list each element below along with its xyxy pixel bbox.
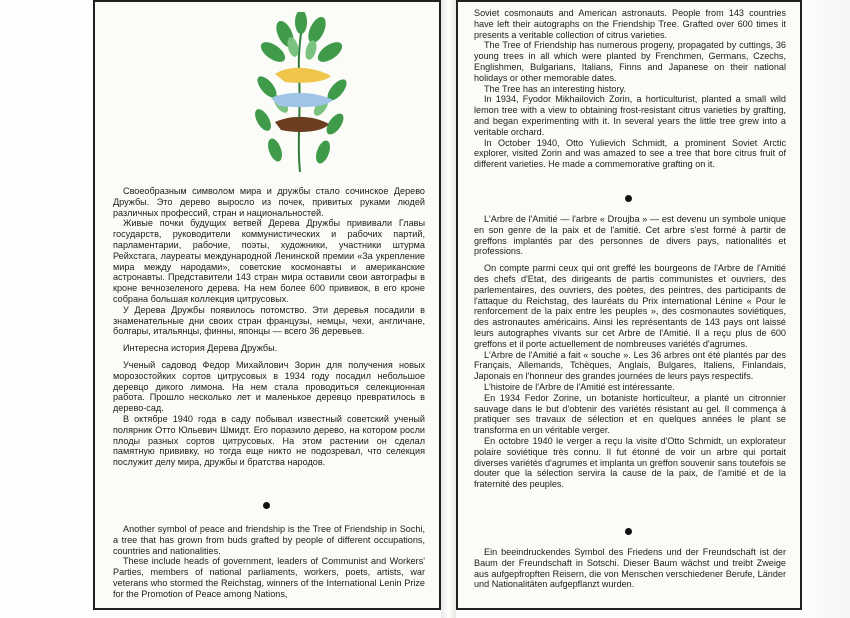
paragraph: Интересна история Дерева Дружбы. bbox=[123, 343, 278, 354]
paragraph: У Дерева Дружбы появилось потомство. Эти деревья посадили в знаменательные дни своих стран французы, немцы, чехи, англичане, болгары, итальянцы, финны, японцы — всего 36 деревьев. bbox=[113, 304, 425, 337]
paragraph: Soviet cosmonauts and American astronauts. People from 143 countries have left their autographs on the Friendship Tree. Grafted over 600 times it presents a veritable collection of citrus varieties. bbox=[474, 8, 786, 40]
russian-text bbox=[113, 186, 425, 468]
section-bullet bbox=[625, 195, 632, 202]
paragraph: Своеобразным символом мира и дружбы стало сочинское Дерево Дружбы. Это дерево выросло из почек, привитых руками людей различных профессий, стран и национальностей. bbox=[113, 186, 425, 218]
german-text bbox=[474, 547, 786, 590]
english-text-continued bbox=[474, 8, 786, 170]
paragraph: En 1934 Fedor Zorine, un botaniste horticulteur, a planté un citronnier sauvage dans le but d'obtenir des variétés résistant au gel. Il commença à pratiquer ses travaux de sélection et en quelques années le plant se transforma en un véritable verger. bbox=[474, 392, 786, 436]
paragraph: These include heads of government, leaders of Communist and Workers' Parties, members of national parliaments, workers, poets, artists, war veterans who stormed the Reichstag, winners of the International Lenin Prize for the Promotion of Peace among Nations, bbox=[113, 556, 425, 599]
paragraph: In 1934, Fyodor Mikhailovich Zorin, a horticulturist, planted a small wild lemon tree with a view to obtaining frost-resistant citrus varieties by grafting, and began experimenting with it. In several years the little tree grew into a veritable orchard. bbox=[474, 94, 786, 137]
paragraph: L'Arbre de l'Amitié — l'arbre « Droujba » — est devenu un symbole unique en son genre de la paix et de l'amitié. Cet arbre s'est formé à partir de greffons implantés par des personnes de divers pays, nationalités et professions. bbox=[474, 214, 786, 257]
section-bullet bbox=[263, 502, 270, 509]
left-page bbox=[93, 0, 441, 610]
french-text bbox=[474, 214, 786, 490]
paragraph: On compte parmi ceux qui ont greffé les bourgeons de l'Arbre de l'Amitié des chefs d'Etat, des dirigeants de partis communistes et ouvriers, des parlementaires, des ouvriers, des poètes, des peintres, des participants de l'attaque du Reichstag, des lauréats du Prix international Lénine « Pour le renforcement de la paix entre les peuples », des cosmonautes soviétiques, des astronautes américains. Ainsi les représentants de 143 pays ont laissé leurs autographes vivants sur cet Arbre de l'Amitié. Il a reçu plus de 600 greffons et il porte actuellement de nombreuses variétés d'agrumes. bbox=[474, 263, 786, 349]
paragraph: En octobre 1940 le verger a reçu la visite d'Otto Schmidt, un explorateur polaire soviétique très connu. Il fut étonné de voir un arbre qui portait diverses variétés d'agrumes et implanta un greffon souvenir sans toutefois se douter que la sélection servira la cause de la paix, de l'amitié et de la fraternité des peuples. bbox=[474, 435, 786, 490]
section-bullet bbox=[625, 528, 632, 535]
paragraph: Ученый садовод Федор Михайлович Зорин для получения новых морозостойких сортов цитрусовых в 1934 году посадил небольшое деревцо дикого лимона. На нем стала проводиться селекционная работа. Прошло несколько лет и маленькое деревцо превратилось в дерево-сад. bbox=[113, 359, 425, 414]
english-text-start bbox=[113, 524, 425, 600]
yellow-hand-icon bbox=[275, 68, 331, 83]
paragraph: L'Arbre de l'Amitié a fait « souche ». Les 36 arbres ont été plantés par des Français, Allemands, Tchèques, Anglais, Bulgares, Italiens, Finlandais, Japonais en l'honneur des grandes journées de leurs pays respectifs. bbox=[474, 349, 786, 382]
paragraph: Живые почки будущих ветвей Дерева Дружбы прививали Главы государств, руководители коммунистических и рабочих партий, парламентарии, рабочие, поэты, художники, участники штурма Рейхстага, лауреаты международной Ленинской премии «За укрепление мира между народами», советские космонавты и американские астронавты. Представители 143 стран мира оставили свои автографы в кроне вечнозеленого дерева. На нем более 600 прививок, в его кроне собрана большая коллекция цитрусовых. bbox=[113, 218, 425, 304]
paragraph: In October 1940, Otto Yulievich Schmidt, a prominent Soviet Arctic explorer, visited Zorin and was amazed to see a tree that bore citrus fruit of different varieties. He made a commemorative grafting on it. bbox=[474, 137, 786, 170]
paragraph: L'histoire de l'Arbre de l'Amitié est intéressante. bbox=[484, 381, 675, 392]
paragraph: В октябре 1940 года в саду побывал известный советский ученый полярник Отто Юльевич Шмидт. Его поразило дерево, на котором росли плоды разных сортов цитрусовых. На этом растении он сделал памятную прививку, но тогда еще никто не подозревал, что селекция послужит делу мира, дружбы и братства народов. bbox=[113, 413, 425, 468]
friendship-tree-illustration bbox=[245, 12, 355, 177]
page-gutter bbox=[441, 0, 456, 618]
right-page bbox=[456, 0, 802, 610]
paragraph: The Tree has an interesting history. bbox=[484, 83, 626, 94]
brown-hand-icon bbox=[275, 117, 329, 132]
paragraph: The Tree of Friendship has numerous progeny, propagated by cuttings, 36 young trees in all which were planted by Frenchmen, Germans, Czechs, Englishmen, Bulgarians, Italians, Finns and Japanese on their national holidays or other memorable dates. bbox=[474, 40, 786, 83]
background-edge bbox=[800, 0, 850, 618]
paragraph: Another symbol of peace and friendship is the Tree of Friendship in Sochi, a tree that has grown from buds grafted by people of different occupations, countries and nationalities. bbox=[113, 524, 425, 556]
paragraph: Ein beeindruckendes Symbol des Friedens und der Freundschaft ist der Baum der Freundschaft in Sotschi. Dieser Baum wächst und treibt Zweige aus aufgepfropften Reisern, die von Menschen verschiedener Berufe, Länder und Nationalitäten aufgepflanzt wurden. bbox=[474, 547, 786, 590]
booklet-spread bbox=[38, 0, 850, 618]
